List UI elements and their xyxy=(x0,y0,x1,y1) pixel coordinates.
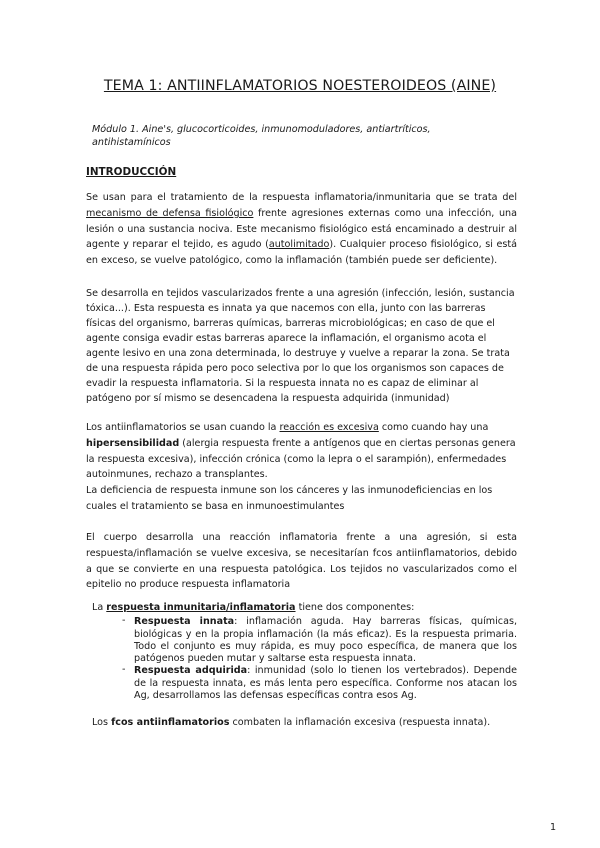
paragraph-antiinflammatory-use xyxy=(86,420,517,515)
section-heading-introduccion: INTRODUCCIÓN xyxy=(86,166,177,178)
paragraph-body-reaction: El cuerpo desarrolla una reacción inflamatoria frente a una agresión, si esta respuesta/inflamación se vuelve excesiva, se necesitarían fcos antiinflamatorios, debido a que se convierte en una respuesta patológica. Los tejidos no vascularizados como el epitelio no produce respuesta inflamatoria xyxy=(86,532,517,591)
paragraph-vascularized-tissue: Se desarrolla en tejidos vascularizados frente a una agresión (infección, lesión, sustancia tóxica...). Esta respuesta es innata ya que nacemos con ella, junto con las barreras físicas del organismo, barreras químicas, barreras microbiológicas; en caso de que el agente consiga evadir estas barreras aparece la inflamación, el organismo acota el agente lesivo en una zona determinada, lo destruye y vuelve a reparar la zona. Se trata de una respuesta rápida pero poco selectiva por lo que los organismos son capaces de evadir la respuesta inflamatoria. Si la respuesta innata no es capaz de eliminar al patógeno por sí mismo se desencadena la respuesta adquirida (inmunidad) xyxy=(86,288,515,404)
p3-text-a: Los antiinflamatorios se usan cuando la xyxy=(86,422,280,433)
term-hypersensitivity: hipersensibilidad xyxy=(86,437,180,449)
components-list xyxy=(92,616,517,702)
components-text-a: La xyxy=(92,602,107,613)
page-number: 1 xyxy=(550,822,557,833)
paragraph-defense-mechanism xyxy=(86,190,517,269)
p1-text-e: ). Cualquier proceso fisiológico, si está en exceso, se vuelve patológico, como la inflamación (también puede ser deficiente). xyxy=(86,239,517,267)
p3-text-e: (alergia respuesta frente a antígenos que en ciertas personas genera la respuesta excesiva), infección crónica (como la lepra o el sarampión), enfermedades autoinmunes, rechazo a transplantes. xyxy=(86,437,516,481)
module-subtitle: Módulo 1. Aine's, glucocorticoides, inmunomoduladores, antiartríticos, antihistamínicos xyxy=(92,124,431,148)
p3-text-c: como cuando hay una xyxy=(378,422,489,433)
innate-response-text: : inflamación aguda. Hay barreras físicas, químicas, biológicas y en la propia inflamación (la más eficaz). Es la respuesta primaria. Todo el conjunto es muy rápida, es muy poco específica, de manera que los patógenos pueden mutar y saltarse esta respuesta innata. xyxy=(134,616,517,665)
closing-text-c: combaten la inflamación excesiva (respuesta innata). xyxy=(229,717,491,728)
term-defense-mechanism: mecanismo de defensa fisiológico xyxy=(86,207,254,219)
term-autolimitado: autolimitado xyxy=(268,239,330,251)
term-excessive-reaction: reacción es excesiva xyxy=(279,422,379,433)
list-item-innate-response xyxy=(124,616,517,665)
components-intro xyxy=(92,602,517,614)
dash-bullet: - xyxy=(122,615,126,627)
term-fcos-antiinflamatorios: fcos antiinflamatorios xyxy=(111,717,230,728)
closing-text-a: Los xyxy=(92,717,112,728)
closing-line xyxy=(92,717,490,728)
page-title: TEMA 1: ANTIINFLAMATORIOS NOESTEROIDEOS (AINE) xyxy=(103,78,497,94)
p1-text-a: Se usan para el tratamiento de la respuesta inflamatoria/inmunitaria que se trata del xyxy=(86,192,517,203)
components-block xyxy=(92,602,517,702)
acquired-response-text: : inmunidad (solo lo tienen los vertebrados). Depende de la respuesta innata, es más lenta pero específica. Conforme nos atacan los Ag, desarrollamos las defensas específicas contra esos Ag. xyxy=(134,665,517,702)
components-text-c: tiene dos componentes: xyxy=(295,602,415,613)
p3-text-f: La deficiencia de respuesta inmune son los cánceres y las inmunodeficiencias en los cuales el tratamiento se basa en inmunoestimulantes xyxy=(86,485,493,512)
p1-text-c: frente agresiones externas como una infección, una lesión o una sustancia nociva. Este mecanismo fisiológico está encaminado a destruir al agente y reparar el tejido, es agudo ( xyxy=(86,207,517,251)
term-acquired-response: Respuesta adquirida xyxy=(134,665,248,677)
dash-bullet: - xyxy=(122,664,126,676)
term-innate-response: Respuesta innata xyxy=(134,616,235,628)
list-item-acquired-response xyxy=(124,665,517,702)
term-immune-response: respuesta inmunitaria/inflamatoria xyxy=(106,602,296,613)
